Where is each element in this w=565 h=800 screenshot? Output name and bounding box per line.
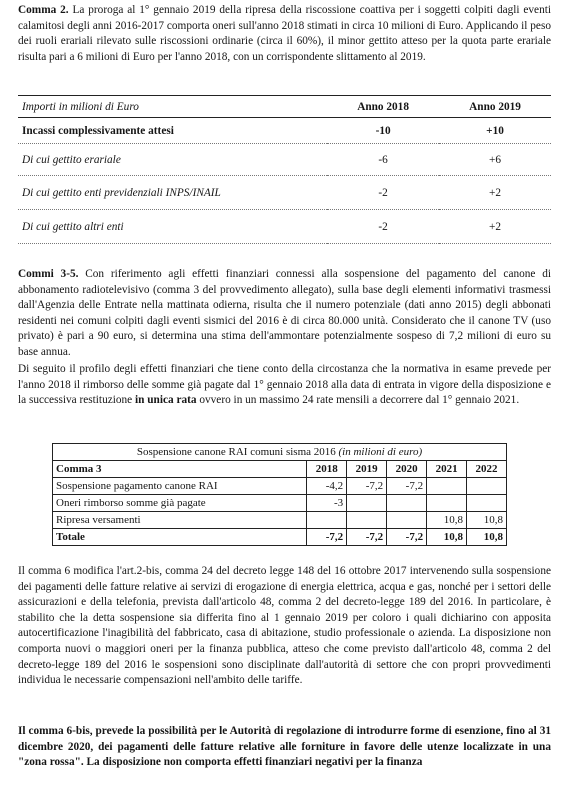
row-value: -4,2 xyxy=(307,478,347,495)
row-value-2019: +10 xyxy=(486,124,504,137)
table-header-year: 2022 xyxy=(467,461,507,478)
table-row xyxy=(18,118,551,144)
row-value xyxy=(387,495,427,512)
table-header-year: 2021 xyxy=(427,461,467,478)
total-value: 10,8 xyxy=(427,529,467,546)
paragraph-comma-2 xyxy=(18,3,551,65)
paragraph-text: La proroga al 1° gennaio 2019 della ripresa della riscossione coattiva per i soggetti colpiti dagli eventi calamitosi degli anni 2016-2017 comporta oneri sull'anno 2018 stimati in circa 10 milioni di Euro. Applicando il peso dei ruoli erariali rilevato sulle riscossioni ordinarie (circa il 60%), il minor gettito atteso per la quota parte erariale risulta pari a 6 milioni di Euro per l'anno 2018, con un corrispondente slittamento al 2019. xyxy=(18,4,551,63)
row-value: 10,8 xyxy=(427,512,467,529)
table-row xyxy=(53,495,507,512)
table-total-row xyxy=(53,529,507,546)
table-header-label: Importi in milioni di Euro xyxy=(22,100,139,113)
table-caption-unit: (in milioni di euro) xyxy=(338,446,423,458)
row-value-2018: -2 xyxy=(327,210,439,244)
table-header-label: Comma 3 xyxy=(53,461,307,478)
table-caption xyxy=(53,444,507,461)
table-header-year: 2020 xyxy=(387,461,427,478)
row-label: Ripresa versamenti xyxy=(53,512,307,529)
paragraph-comma-6-bis xyxy=(18,724,551,771)
row-value: -7,2 xyxy=(387,478,427,495)
row-label: Di cui gettito erariale xyxy=(18,144,327,176)
table-canone-rai xyxy=(52,443,507,546)
row-value-2018: -2 xyxy=(327,176,439,210)
row-value: 10,8 xyxy=(467,512,507,529)
paragraph-comma-6 xyxy=(18,564,551,689)
table-row xyxy=(18,176,551,210)
table-header-2018: Anno 2018 xyxy=(357,100,409,113)
paragraph-commi-3-5 xyxy=(18,267,551,361)
total-label: Totale xyxy=(53,529,307,546)
table-row xyxy=(53,478,507,495)
row-value xyxy=(307,512,347,529)
paragraph-emphasis: in unica rata xyxy=(135,394,197,407)
row-value-2019: +6 xyxy=(439,144,551,176)
total-value: -7,2 xyxy=(307,529,347,546)
table-row xyxy=(18,144,551,176)
row-label: Di cui gettito altri enti xyxy=(18,210,327,244)
table-caption-text: Sospensione canone RAI comuni sisma 2016 xyxy=(136,446,339,458)
table-caption-row xyxy=(53,444,507,461)
row-label: Incassi complessivamente attesi xyxy=(22,124,174,137)
paragraph-text: Di seguito il profilo degli effetti finanziari che tiene conto della circostanza che la normativa in esame prevede per l'anno 2018 il rimborso delle somme già pagate dal 1° gennaio 2018 alla data di entrata in vigore della disposizione e la successiva restituzione xyxy=(18,363,551,407)
row-value xyxy=(347,512,387,529)
row-label: Di cui gettito enti previdenziali INPS/INAIL xyxy=(18,176,327,210)
paragraph-profilo xyxy=(18,362,551,409)
table-header-2019: Anno 2019 xyxy=(469,100,521,113)
row-value-2018: -10 xyxy=(375,124,391,137)
row-value xyxy=(467,495,507,512)
paragraph-lead: Comma 2. xyxy=(18,4,69,16)
table-header-row xyxy=(53,461,507,478)
row-value: -3 xyxy=(307,495,347,512)
row-value-2018: -6 xyxy=(327,144,439,176)
total-value: 10,8 xyxy=(467,529,507,546)
row-value xyxy=(427,495,467,512)
row-value xyxy=(347,495,387,512)
row-label: Sospensione pagamento canone RAI xyxy=(53,478,307,495)
paragraph-lead: Commi 3-5. xyxy=(18,268,79,280)
row-value xyxy=(387,512,427,529)
paragraph-text: ovvero in un massimo 24 rate mensili a decorrere dal 1° gennaio 2021. xyxy=(196,394,520,407)
row-value-2019: +2 xyxy=(439,210,551,244)
total-value: -7,2 xyxy=(347,529,387,546)
table-importi xyxy=(18,95,551,244)
table-header-row xyxy=(18,96,551,118)
paragraph-text: Con riferimento agli effetti finanziari connessi alla sospensione del pagamento del canone di abbonamento radiotelevisivo (comma 3 del provvedimento allegato), sulla base degli elementi informativi trasmessi dall'Agenzia delle Entrate nella mattinata odierna, risulta che il numero potenziale (dati anno 2015) degli abbonati residenti nei comuni colpiti dagli eventi sismici del 2016 è di circa 80.000 unità. Considerato che il canone TV (uso privato) è pari a 90 euro, si determina una stima dell'ammontare potenzialmente sospeso di 7,2 milioni di euro su base annua. xyxy=(18,268,551,358)
row-value-2019: +2 xyxy=(439,176,551,210)
row-value: -7,2 xyxy=(347,478,387,495)
paragraph-text: Il comma 6-bis, prevede la possibilità per le Autorità di regolazione di introdurre forme di esenzione, fino al 31 dicembre 2020, dei pagamenti delle fatture relative alle forniture in favore delle utenze localizzate in una "zona rossa". La disposizione non comporta effetti finanziari negativi per la finanza xyxy=(18,725,551,769)
row-label: Oneri rimborso somme già pagate xyxy=(53,495,307,512)
table-row xyxy=(53,512,507,529)
row-value xyxy=(427,478,467,495)
row-value xyxy=(467,478,507,495)
table-header-year: 2019 xyxy=(347,461,387,478)
table-header-year: 2018 xyxy=(307,461,347,478)
table-row xyxy=(18,210,551,244)
total-value: -7,2 xyxy=(387,529,427,546)
paragraph-text: Il comma 6 modifica l'art.2-bis, comma 24 del decreto legge 148 del 16 ottobre 2017 intervenendo sulla sospensione dei pagamenti delle fatture relative ai servizi di erogazione di energia elettrica, acqua e gas, nonché per i settori delle assicurazioni e della telefonia, prevista dall'articolo 48, comma 2 del decreto-legge 189 del 2016. In particolare, è stabilito che la detta sospensione sia differita fino al 1 gennaio 2019 per coloro i quali dichiarino con apposita autocertificazione l'inagibilità del fabbricato, casa di abitazione, studio professionale o azienda. La disposizione non comporta nuovi o maggiori oneri per la finanza pubblica, atteso che come previsto dall'articolo 48, comma 2 del decreto-legge 189 del 2016 le sospensioni sono disciplinate dall'autorità di settore che con propri provvedimenti individua le necessarie compensazioni nell'ambito delle tariffe. xyxy=(18,565,551,687)
